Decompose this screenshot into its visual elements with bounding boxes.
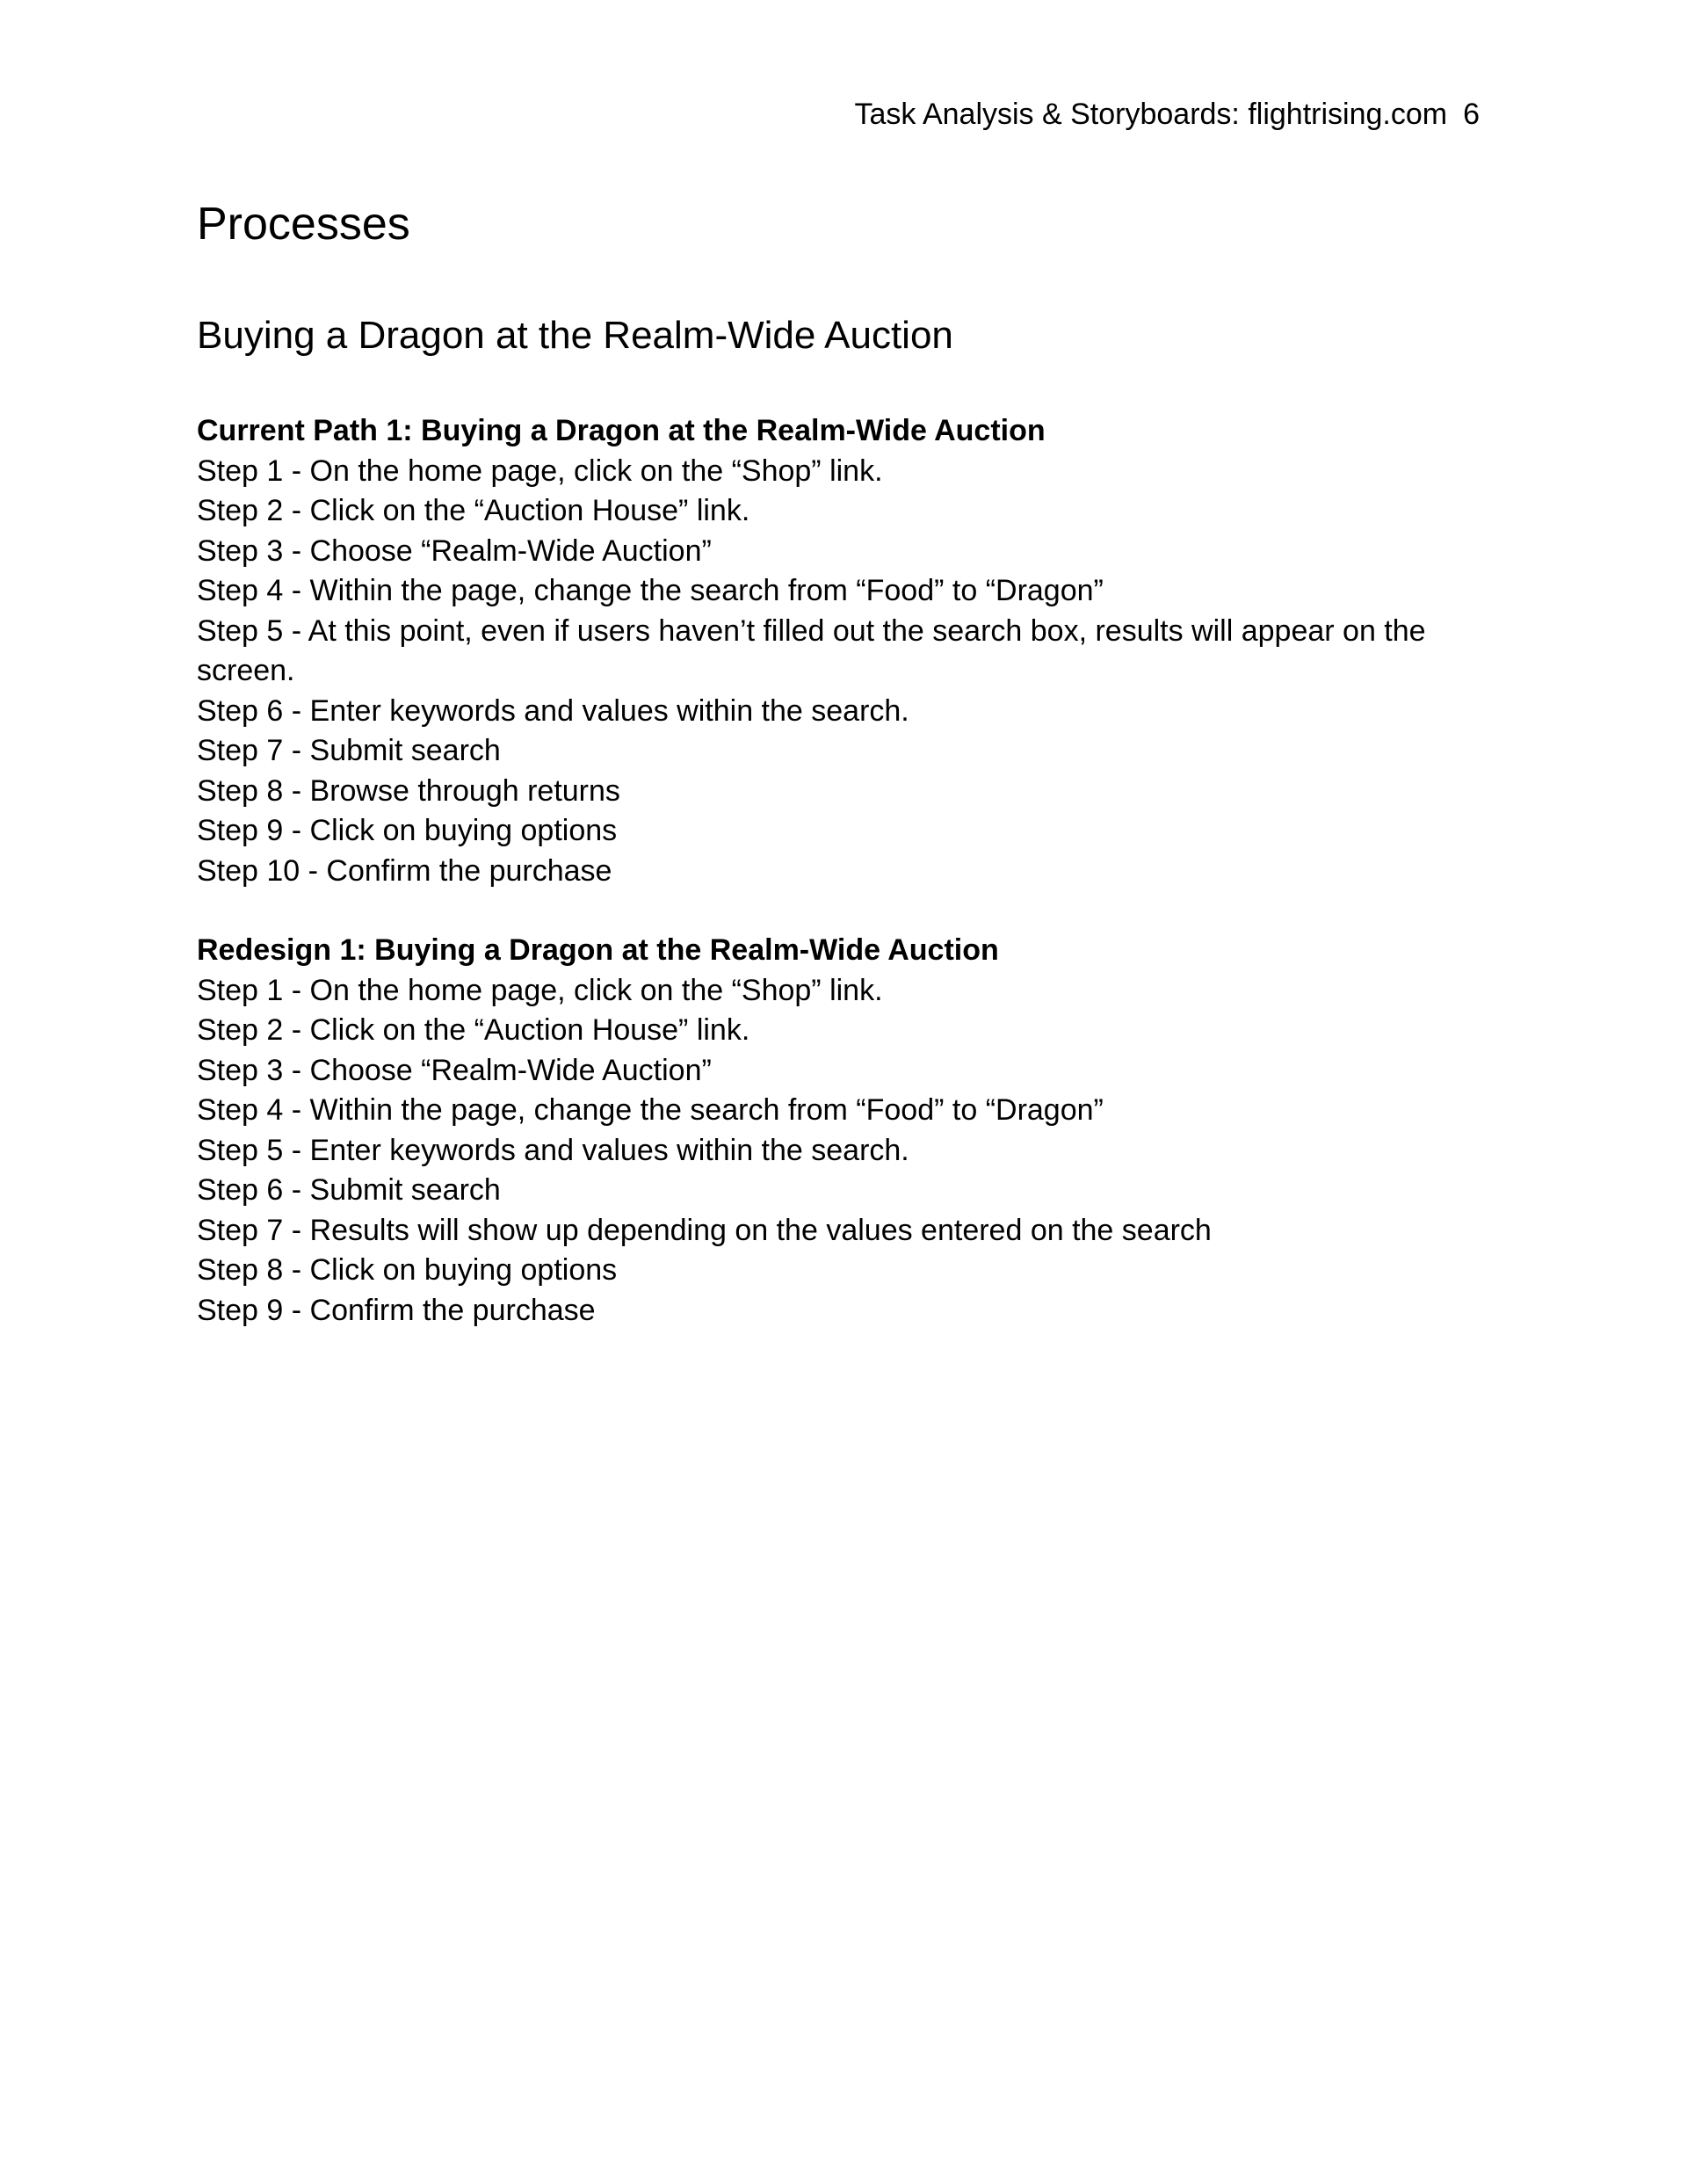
step-item: Step 2 - Click on the “Auction House” link. — [197, 494, 750, 527]
step-item: Step 6 - Submit search — [197, 1173, 501, 1207]
step-item: Step 9 - Click on buying options — [197, 814, 618, 847]
step-item: Step 8 - Browse through returns — [197, 773, 620, 808]
page-header — [854, 97, 1480, 132]
current-path-title: Current Path 1: Buying a Dragon at the Realm-Wide Auction — [197, 414, 1046, 447]
step-item: Step 7 - Results will show up depending on the values entered on the search — [197, 1213, 1212, 1247]
header-title: Task Analysis & Storyboards: flightrising.com — [854, 98, 1448, 131]
section-title: Processes — [197, 199, 410, 250]
document-body — [197, 193, 1480, 1331]
step-item: Step 1 - On the home page, click on the “Shop” link. — [197, 453, 883, 488]
redesign-steps — [197, 971, 1480, 1331]
step-item: Step 7 - Submit search — [197, 734, 501, 767]
current-path-block — [197, 411, 1480, 891]
step-item: Step 2 - Click on the “Auction House” link. — [197, 1013, 750, 1047]
step-item: Step 1 - On the home page, click on the “Shop” link. — [197, 973, 883, 1007]
subsection-title: Buying a Dragon at the Realm-Wide Auction — [197, 314, 953, 357]
step-item: Step 3 - Choose “Realm-Wide Auction” — [197, 1053, 712, 1087]
step-item: Step 8 - Click on buying options — [197, 1253, 618, 1287]
redesign-block — [197, 931, 1480, 1331]
step-item: Step 9 - Confirm the purchase — [197, 1293, 596, 1327]
step-item: Step 10 - Confirm the purchase — [197, 853, 612, 888]
step-item: Step 3 - Choose “Realm-Wide Auction” — [197, 533, 712, 568]
redesign-title: Redesign 1: Buying a Dragon at the Realm-Wide Auction — [197, 933, 999, 967]
current-path-steps — [197, 452, 1480, 892]
page-number: 6 — [1463, 98, 1480, 131]
step-item: Step 6 - Enter keywords and values within the search. — [197, 693, 909, 728]
step-item: Step 4 - Within the page, change the search from “Food” to “Dragon” — [197, 574, 1104, 607]
step-item: Step 5 - At this point, even if users haven’t filled out the search box, results will appear on the screen. — [197, 613, 1426, 687]
step-item: Step 5 - Enter keywords and values within the search. — [197, 1133, 909, 1167]
step-item: Step 4 - Within the page, change the search from “Food” to “Dragon” — [197, 1093, 1104, 1127]
